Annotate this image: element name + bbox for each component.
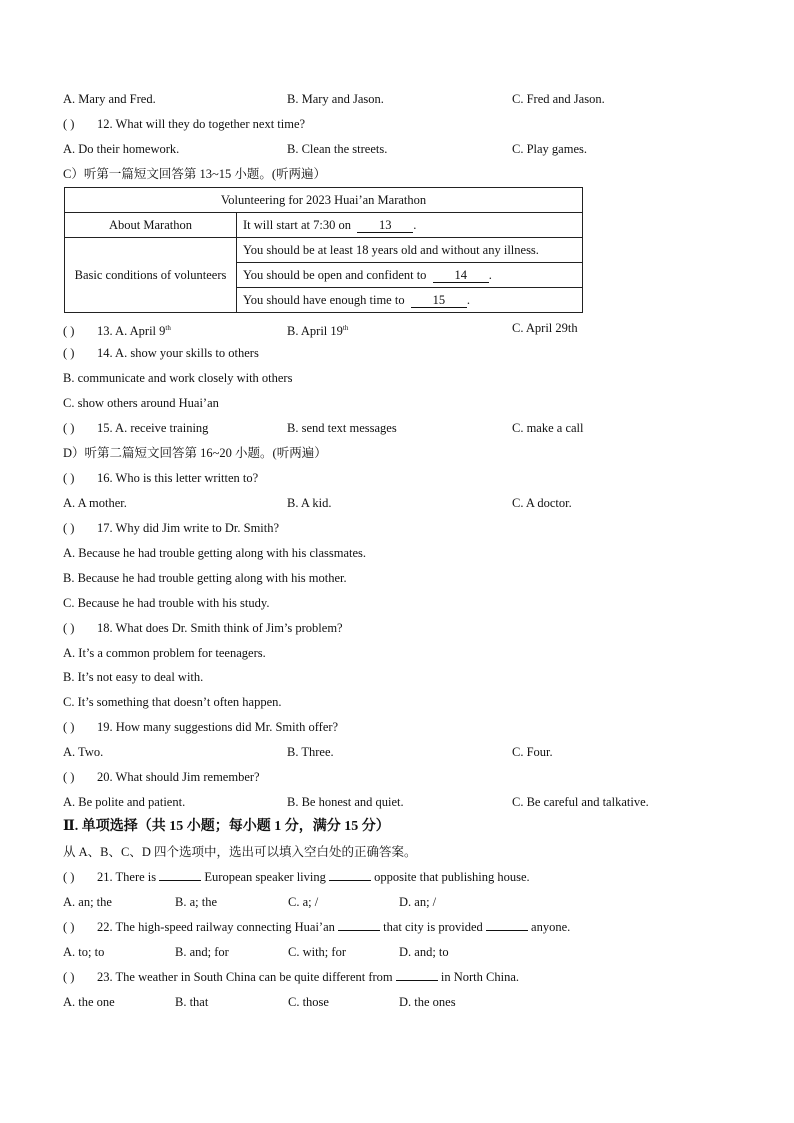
blank (396, 980, 438, 981)
q23-option-b: B. that (175, 995, 209, 1009)
answer-paren: ( ) (63, 970, 75, 984)
q19-option-c: C. Four. (512, 745, 553, 759)
q22-option-a: A. to; to (63, 945, 105, 959)
answer-paren: ( ) (63, 471, 75, 485)
answer-paren: ( ) (63, 521, 75, 535)
table-row-start: It will start at 7:30 on 13 . (237, 213, 583, 238)
q21-option-d: D. an; / (399, 895, 437, 909)
q11-option-c: C. Fred and Jason. (512, 92, 605, 106)
table-row-confident: You should be open and confident to 14 . (237, 263, 583, 288)
q17-option-a: A. Because he had trouble getting along with his classmates. (63, 546, 367, 560)
q22-option-d: D. and; to (399, 945, 449, 959)
q18-text: 18. What does Dr. Smith think of Jim’s problem? (97, 621, 343, 635)
answer-paren: ( ) (63, 421, 75, 435)
section-2-instructions: 从 A、B、C、D 四个选项中，选出可以填入空白处的正确答案。 (63, 845, 417, 859)
blank-14: 14 (433, 269, 489, 283)
q22-post: anyone. (531, 920, 571, 934)
q23-post: in North China. (440, 970, 520, 984)
q12-option-b: B. Clean the streets. (287, 142, 388, 156)
section-c-heading: C）听第一篇短文回答第 13~15 小题。(听两遍） (63, 167, 327, 181)
q23-pre: 23. The weather in South China can be quite different from (97, 970, 393, 984)
q13-a-text: 13. A. April 9 (97, 324, 166, 339)
table-row-time: You should have enough time to 15 . (237, 288, 583, 313)
q15-a-text: 15. A. receive training (97, 421, 209, 435)
q13-option-c: C. April 29th (512, 321, 578, 335)
q20-text: 20. What should Jim remember? (97, 770, 260, 784)
q20-question (63, 769, 260, 785)
q22-mid: that city is provided (383, 920, 483, 934)
q17-text: 17. Why did Jim write to Dr. Smith? (97, 521, 280, 535)
q19-option-a: A. Two. (63, 745, 104, 759)
q17-question (63, 520, 279, 536)
volunteering-table (64, 187, 583, 313)
blank (338, 930, 380, 931)
q21-option-b: B. a; the (175, 895, 218, 909)
q21-question (63, 869, 530, 885)
q14-a-text: 14. A. show your skills to others (97, 346, 259, 360)
q21-pre: 21. There is (97, 870, 157, 884)
q15-option-c: C. make a call (512, 421, 584, 435)
q22-question (63, 919, 570, 935)
q13-b-sup: th (342, 324, 349, 332)
q18-option-c: C. It’s something that doesn’t often happen. (63, 695, 282, 709)
q16-option-a: A. A mother. (63, 496, 127, 510)
blank (329, 880, 371, 881)
answer-paren: ( ) (63, 117, 75, 131)
q13-a-sup: th (165, 324, 171, 332)
table-label-conditions: Basic conditions of volunteers (65, 238, 237, 313)
answer-paren: ( ) (63, 920, 75, 934)
q12-option-a: A. Do their homework. (63, 142, 180, 156)
table-label-marathon: About Marathon (65, 213, 237, 238)
q21-post: opposite that publishing house. (374, 870, 530, 884)
blank-15: 15 (411, 294, 467, 308)
q19-option-b: B. Three. (287, 745, 334, 759)
q16-option-b: B. A kid. (287, 496, 332, 510)
q22-option-b: B. and; for (175, 945, 229, 959)
q22-pre: 22. The high-speed railway connecting Huai’an (97, 920, 335, 934)
answer-paren: ( ) (63, 621, 75, 635)
q14-option-b: B. communicate and work closely with others (63, 371, 293, 385)
q21-mid: European speaker living (204, 870, 326, 884)
q23-option-d: D. the ones (399, 995, 456, 1009)
section-d-heading: D）听第二篇短文回答第 16~20 小题。(听两遍） (63, 446, 327, 460)
q21-option-a: A. an; the (63, 895, 112, 909)
q13-b-text: B. April 19 (287, 324, 343, 339)
q19-question (63, 719, 338, 735)
q23-option-c: C. those (288, 995, 329, 1009)
blank (486, 930, 528, 931)
blank (159, 880, 201, 881)
q16-question (63, 470, 258, 486)
q13-option-b (287, 320, 348, 339)
q18-question (63, 620, 343, 636)
answer-paren: ( ) (63, 770, 75, 784)
answer-paren: ( ) (63, 324, 75, 339)
q16-option-c: C. A doctor. (512, 496, 572, 510)
q19-text: 19. How many suggestions did Mr. Smith offer? (97, 720, 339, 734)
q14-option-a (63, 345, 259, 361)
q12-question (63, 116, 305, 132)
q17-option-c: C. Because he had trouble with his study. (63, 596, 270, 610)
table-title: Volunteering for 2023 Huai’an Marathon (65, 188, 583, 213)
table-row-age: You should be at least 18 years old and without any illness. (237, 238, 583, 263)
q20-option-c: C. Be careful and talkative. (512, 795, 649, 809)
q15-option-b: B. send text messages (287, 421, 397, 435)
q20-option-b: B. Be honest and quiet. (287, 795, 404, 809)
q22-option-c: C. with; for (288, 945, 346, 959)
answer-paren: ( ) (63, 346, 75, 360)
q18-option-b: B. It’s not easy to deal with. (63, 670, 204, 684)
q12-text: 12. What will they do together next time? (97, 117, 306, 131)
q23-option-a: A. the one (63, 995, 115, 1009)
q12-option-c: C. Play games. (512, 142, 587, 156)
q11-option-a: A. Mary and Fred. (63, 92, 156, 106)
blank-13: 13 (357, 219, 413, 233)
q17-option-b: B. Because he had trouble getting along with his mother. (63, 571, 347, 585)
q20-option-a: A. Be polite and patient. (63, 795, 186, 809)
q15-option-a (63, 420, 208, 436)
q14-option-c: C. show others around Huai’an (63, 396, 219, 410)
q13-option-a (63, 320, 171, 339)
answer-paren: ( ) (63, 870, 75, 884)
q16-text: 16. Who is this letter written to? (97, 471, 259, 485)
q18-option-a: A. It’s a common problem for teenagers. (63, 646, 266, 660)
q23-question (63, 969, 519, 985)
q21-option-c: C. a; / (288, 895, 319, 909)
section-2-heading: Ⅱ. 单项选择（共 15 小题；每小题 1 分，满分 15 分） (63, 819, 390, 834)
q11-option-b: B. Mary and Jason. (287, 92, 384, 106)
answer-paren: ( ) (63, 720, 75, 734)
